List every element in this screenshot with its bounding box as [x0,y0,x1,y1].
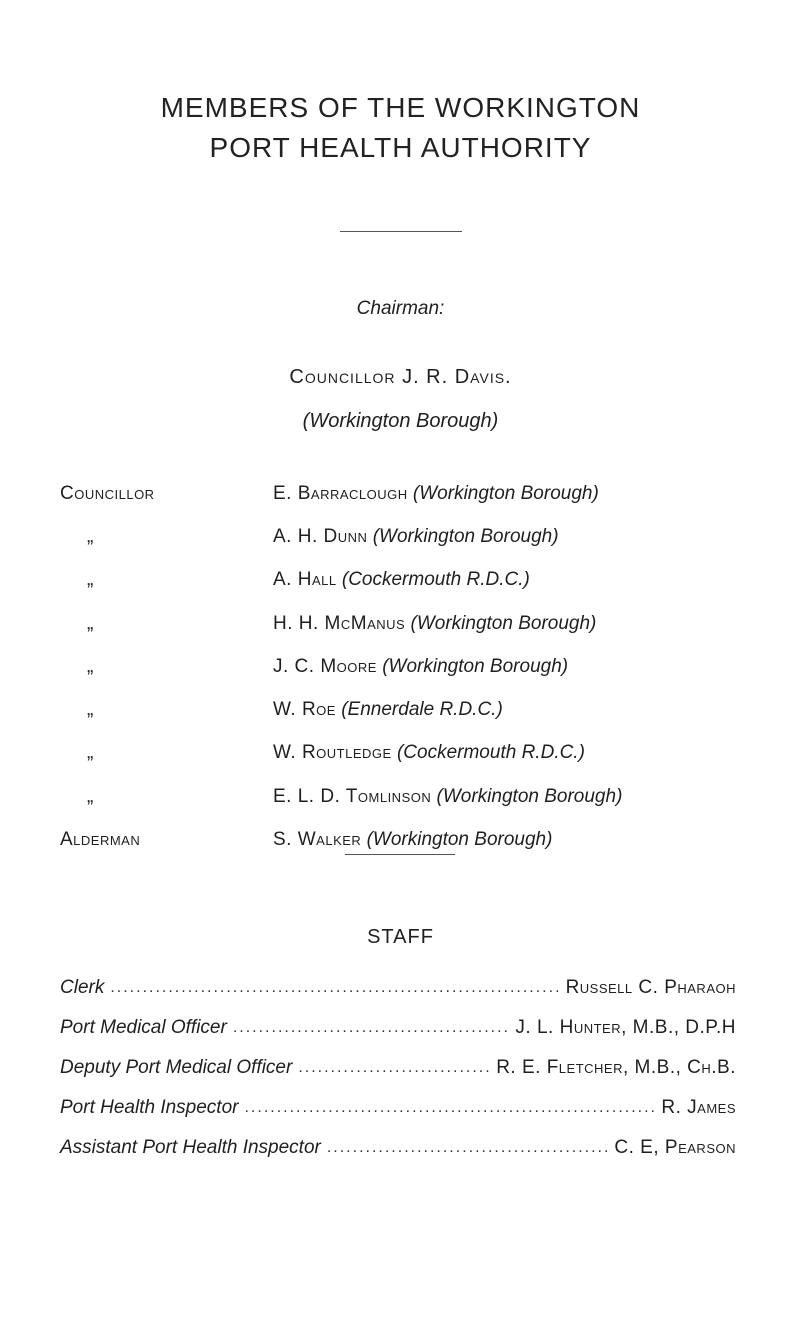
member-name: A. H. Dunn [273,525,368,547]
member-title: Alderman [60,829,141,851]
member-row [60,775,760,818]
member-area: (Workington Borough) [412,482,599,504]
dot-leader [233,1019,510,1037]
member-title: „ [87,612,94,634]
staff-row [60,1008,736,1048]
member-row [60,818,760,861]
title-line-2: PORT HEALTH AUTHORITY [209,132,592,163]
staff-name: R. James [661,1097,736,1118]
member-title: „ [87,525,94,547]
staff-row [60,1128,736,1168]
page-title [0,88,801,168]
chairman-area: (Workington Borough) [302,410,499,432]
staff-name: R. E. Fletcher, M.B., Ch.B. [496,1057,736,1078]
member-row [60,645,760,688]
divider-middle [345,854,455,855]
member-name: W. Roe [273,699,336,721]
dot-leader [298,1059,490,1077]
member-title: „ [87,785,94,807]
member-name: A. Hall [273,569,337,591]
member-name: H. H. McManus [273,612,406,634]
member-row [60,732,760,775]
member-area: (Workington Borough) [372,525,559,547]
title-line-1: MEMBERS OF THE WORKINGTON [160,92,641,123]
member-row [60,515,760,558]
chairman-name: Councillor J. R. Davis. [289,366,512,388]
member-name: J. C. Moore [273,655,377,677]
member-area: (Workington Borough) [436,785,623,807]
member-title: „ [87,742,94,764]
staff-name: J. L. Hunter, M.B., D.P.H [515,1017,736,1038]
staff-row [60,1048,736,1088]
member-area: (Workington Borough) [382,655,569,677]
staff-row [60,968,736,1008]
divider-top [340,231,462,232]
staff-role: Assistant Port Health Inspector [60,1137,321,1158]
member-area: (Workington Borough) [410,612,597,634]
member-name: W. Routledge [273,742,392,764]
chairman-label: Chairman: [356,298,445,319]
dot-leader [244,1099,655,1117]
member-title: Councillor [60,482,155,504]
staff-role: Deputy Port Medical Officer [60,1057,293,1078]
staff-name: Russell C. Pharaoh [565,977,736,998]
staff-list [60,968,736,1168]
member-area: (Workington Borough) [366,829,553,851]
dot-leader [327,1139,609,1157]
members-list [60,472,760,862]
member-area: (Cockermouth R.D.C.) [396,742,585,764]
staff-role: Port Medical Officer [60,1017,227,1038]
member-area: (Cockermouth R.D.C.) [341,569,530,591]
member-title: „ [87,569,94,591]
member-name: E. L. D. Tomlinson [273,785,432,807]
staff-role: Port Health Inspector [60,1097,239,1118]
member-row [60,472,760,515]
dot-leader [110,979,559,997]
member-row [60,559,760,602]
member-title: „ [87,655,94,677]
member-area: (Ennerdale R.D.C.) [341,699,503,721]
member-row [60,688,760,731]
staff-role: Clerk [60,977,105,998]
member-row [60,602,760,645]
staff-heading: STAFF [367,926,434,948]
staff-row [60,1088,736,1128]
member-name: E. Barraclough [273,482,408,504]
staff-name: C. E, Pearson [614,1137,736,1158]
member-title: „ [87,699,94,721]
member-name: S. Walker [273,829,362,851]
